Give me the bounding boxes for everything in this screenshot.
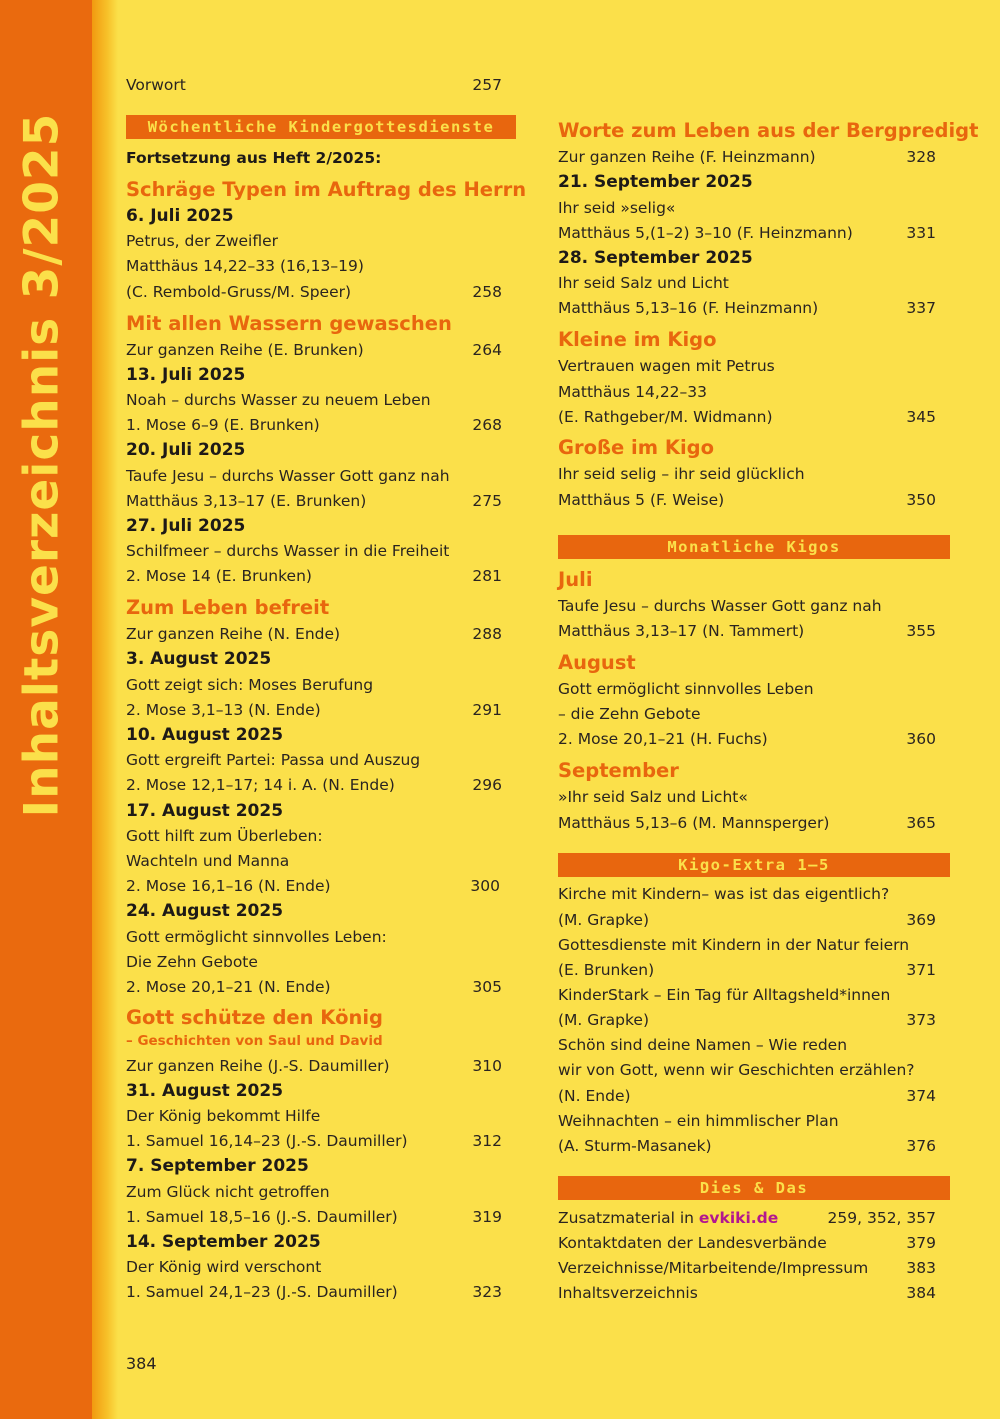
toc-entry[interactable]: 2. Mose 16,1–16 (N. Ende) 300 xyxy=(126,874,502,899)
entry-line: Gott zeigt sich: Moses Berufung xyxy=(126,676,374,694)
entry-line: Weihnachten – ein himmlischer Plan xyxy=(558,1112,839,1130)
date-heading: 10. August 2025 xyxy=(126,725,284,745)
page-ref: 360 xyxy=(906,730,936,748)
entry-line: Der König bekommt Hilfe xyxy=(126,1107,321,1125)
toc-entry[interactable]: Vorwort 257 xyxy=(126,73,502,98)
toc-entry[interactable]: (E. Rathgeber/M. Widmann) 345 xyxy=(558,405,936,430)
entry-line: Zum Glück nicht getroffen xyxy=(126,1183,330,1201)
entry-line: »Ihr seid Salz und Licht« xyxy=(558,788,748,806)
page-ref: 288 xyxy=(472,625,502,643)
date-heading: 24. August 2025 xyxy=(126,901,284,921)
page-ref: 305 xyxy=(472,978,502,996)
entry-line: wir von Gott, wenn wir Geschichten erzählen? xyxy=(558,1061,915,1079)
date-heading: 13. Juli 2025 xyxy=(126,365,246,385)
toc-entry[interactable]: Zur ganzen Reihe (E. Brunken) 264 xyxy=(126,338,502,363)
month-title: September xyxy=(558,759,679,782)
entry-line: Matthäus 14,22–33 (16,13–19) xyxy=(126,257,364,275)
date-heading: 20. Juli 2025 xyxy=(126,440,246,460)
vertical-title: Inhaltsverzeichnis 3/2025 xyxy=(14,112,70,818)
toc-entry[interactable]: Zur ganzen Reihe (J.-S. Daumiller) 310 xyxy=(126,1054,502,1079)
entry-line: Taufe Jesu – durchs Wasser Gott ganz nah xyxy=(558,597,882,615)
date-heading: 28. September 2025 xyxy=(558,248,753,268)
date-heading: 3. August 2025 xyxy=(126,649,272,669)
entry-line: Ihr seid selig – ihr seid glücklich xyxy=(558,465,805,483)
toc-entry[interactable]: Zur ganzen Reihe (N. Ende) 288 xyxy=(126,622,502,647)
section-bar-monthly: Monatliche Kigos xyxy=(558,535,950,559)
toc-entry[interactable]: 1. Mose 6–9 (E. Brunken) 268 xyxy=(126,413,502,438)
page-number: 384 xyxy=(126,1354,157,1373)
date-heading: 17. August 2025 xyxy=(126,801,284,821)
page-ref: 264 xyxy=(472,341,502,359)
section-bar-dies: Dies & Das xyxy=(558,1176,950,1200)
page-ref: 373 xyxy=(906,1011,936,1029)
series-title: Schräge Typen im Auftrag des Herrn xyxy=(126,178,527,201)
series-title: Zum Leben befreit xyxy=(126,596,330,619)
entry-line: Petrus, der Zweifler xyxy=(126,232,279,250)
toc-entry[interactable]: (E. Brunken) 371 xyxy=(558,958,936,983)
date-heading: 14. September 2025 xyxy=(126,1232,321,1252)
toc-entry[interactable]: Matthäus 5,(1–2) 3–10 (F. Heinzmann) 331 xyxy=(558,221,936,246)
page-ref: 337 xyxy=(906,299,936,317)
page-ref: 331 xyxy=(906,224,936,242)
toc-entry[interactable]: Matthäus 5 (F. Weise) 350 xyxy=(558,488,936,513)
toc-entry[interactable]: (M. Grapke) 373 xyxy=(558,1008,936,1033)
page-ref: 345 xyxy=(906,408,936,426)
page-ref: 275 xyxy=(472,492,502,510)
page-ref: 376 xyxy=(906,1137,936,1155)
evkiki-link[interactable]: evkiki.de xyxy=(698,1209,779,1227)
toc-entry[interactable]: (M. Grapke) 369 xyxy=(558,908,936,933)
date-heading: 31. August 2025 xyxy=(126,1081,284,1101)
toc-entry[interactable]: Matthäus 5,13–6 (M. Mannsperger) 365 xyxy=(558,811,936,836)
page-ref: 319 xyxy=(472,1208,502,1226)
series-title: Gott schütze den König xyxy=(126,1006,383,1029)
page-ref: 281 xyxy=(472,567,502,585)
page-ref: 371 xyxy=(906,961,936,979)
page-ref: 323 xyxy=(472,1283,502,1301)
date-heading: 6. Juli 2025 xyxy=(126,206,234,226)
toc-entry[interactable]: 1. Samuel 16,14–23 (J.-S. Daumiller) 312 xyxy=(126,1129,502,1154)
month-title: August xyxy=(558,651,636,674)
series-title: Mit allen Wassern gewaschen xyxy=(126,312,452,335)
series-title: Worte zum Leben aus der Bergpredigt xyxy=(558,119,979,142)
section-bar-weekly: Wöchentliche Kindergottesdienste xyxy=(126,115,516,139)
page-ref: 365 xyxy=(906,814,936,832)
entry-line: Schön sind deine Namen – Wie reden xyxy=(558,1036,848,1054)
toc-entry[interactable]: Matthäus 3,13–17 (N. Tammert) 355 xyxy=(558,619,936,644)
toc-entry[interactable]: Kontaktdaten der Landesverbände 379 xyxy=(558,1231,936,1256)
date-heading: 21. September 2025 xyxy=(558,172,753,192)
toc-entry[interactable]: 2. Mose 20,1–21 (N. Ende) 305 xyxy=(126,975,502,1000)
toc-entry[interactable]: 2. Mose 3,1–13 (N. Ende) 291 xyxy=(126,698,502,723)
entry-line: Der König wird verschont xyxy=(126,1258,322,1276)
page-ref: 369 xyxy=(906,911,936,929)
page-ref: 374 xyxy=(906,1087,936,1105)
series-title: Große im Kigo xyxy=(558,436,714,459)
toc-entry[interactable]: Inhaltsverzeichnis 384 xyxy=(558,1281,936,1306)
toc-entry[interactable]: Matthäus 3,13–17 (E. Brunken) 275 xyxy=(126,489,502,514)
page-ref: 291 xyxy=(472,701,502,719)
entry-line: Gott hilft zum Überleben: xyxy=(126,827,323,845)
page-ref: 259, 352, 357 xyxy=(827,1209,936,1227)
toc-entry[interactable]: Verzeichnisse/Mitarbeitende/Impressum 383 xyxy=(558,1256,936,1281)
entry-line: Gott ermöglicht sinnvolles Leben xyxy=(558,680,814,698)
page-ref: 328 xyxy=(906,148,936,166)
entry-line: Vertrauen wagen mit Petrus xyxy=(558,357,775,375)
entry-line: Ihr seid »selig« xyxy=(558,199,676,217)
toc-entry[interactable]: (C. Rembold-Gruss/M. Speer) 258 xyxy=(126,280,502,305)
entry-line: Gott ergreift Partei: Passa und Auszug xyxy=(126,751,421,769)
page-ref: 383 xyxy=(906,1259,936,1277)
continuation-note: Fortsetzung aus Heft 2/2025: xyxy=(126,149,382,167)
toc-entry[interactable]: Matthäus 5,13–16 (F. Heinzmann) 337 xyxy=(558,296,936,321)
toc-entry[interactable]: (A. Sturm-Masanek) 376 xyxy=(558,1134,936,1159)
page-ref: 258 xyxy=(472,283,502,301)
date-heading: 27. Juli 2025 xyxy=(126,516,246,536)
series-title: Kleine im Kigo xyxy=(558,328,717,351)
page-ref: 384 xyxy=(906,1284,936,1302)
toc-entry[interactable]: Zur ganzen Reihe (F. Heinzmann) 328 xyxy=(558,145,936,170)
toc-entry[interactable]: (N. Ende) 374 xyxy=(558,1084,936,1109)
page-ref: 300 xyxy=(470,877,500,895)
toc-entry[interactable]: 2. Mose 14 (E. Brunken) 281 xyxy=(126,564,502,589)
page-ref: 312 xyxy=(472,1132,502,1150)
date-heading: 7. September 2025 xyxy=(126,1156,309,1176)
page-ref: 296 xyxy=(472,776,502,794)
entry-line: Taufe Jesu – durchs Wasser Gott ganz nah xyxy=(126,467,450,485)
page-ref: 268 xyxy=(472,416,502,434)
entry-line: Gott ermöglicht sinnvolles Leben: xyxy=(126,928,387,946)
entry-line: Die Zehn Gebote xyxy=(126,953,258,971)
toc-entry[interactable]: 2. Mose 20,1–21 (H. Fuchs) 360 xyxy=(558,727,936,752)
toc-entry[interactable]: 2. Mose 12,1–17; 14 i. A. (N. Ende) 296 xyxy=(126,773,502,798)
page-ref: 350 xyxy=(906,491,936,509)
section-bar-extra: Kigo-Extra 1–5 xyxy=(558,853,950,877)
series-subtitle: – Geschichten von Saul und David xyxy=(126,1033,383,1049)
toc-entry[interactable]: Zusatzmaterial in evkiki.de 259, 352, 357 xyxy=(558,1206,936,1231)
entry-line: Wachteln und Manna xyxy=(126,852,290,870)
page-ref: 355 xyxy=(906,622,936,640)
entry-line: Gottesdienste mit Kindern in der Natur feiern xyxy=(558,936,910,954)
entry-line: – die Zehn Gebote xyxy=(558,705,701,723)
side-strip-fade xyxy=(92,0,118,1419)
entry-line: Noah – durchs Wasser zu neuem Leben xyxy=(126,391,431,409)
toc-entry[interactable]: 1. Samuel 18,5–16 (J.-S. Daumiller) 319 xyxy=(126,1205,502,1230)
entry-line: Kirche mit Kindern– was ist das eigentlich? xyxy=(558,885,890,903)
month-title: Juli xyxy=(558,568,593,591)
toc-entry[interactable]: 1. Samuel 24,1–23 (J.-S. Daumiller) 323 xyxy=(126,1280,502,1305)
page-ref: 310 xyxy=(472,1057,502,1075)
page-ref: 379 xyxy=(906,1234,936,1252)
page-ref: 257 xyxy=(472,76,502,94)
entry-line: Matthäus 14,22–33 xyxy=(558,383,708,401)
entry-line: KinderStark – Ein Tag für Alltagsheld*innen xyxy=(558,986,891,1004)
entry-line: Ihr seid Salz und Licht xyxy=(558,274,729,292)
entry-line: Schilfmeer – durchs Wasser in die Freiheit xyxy=(126,542,450,560)
